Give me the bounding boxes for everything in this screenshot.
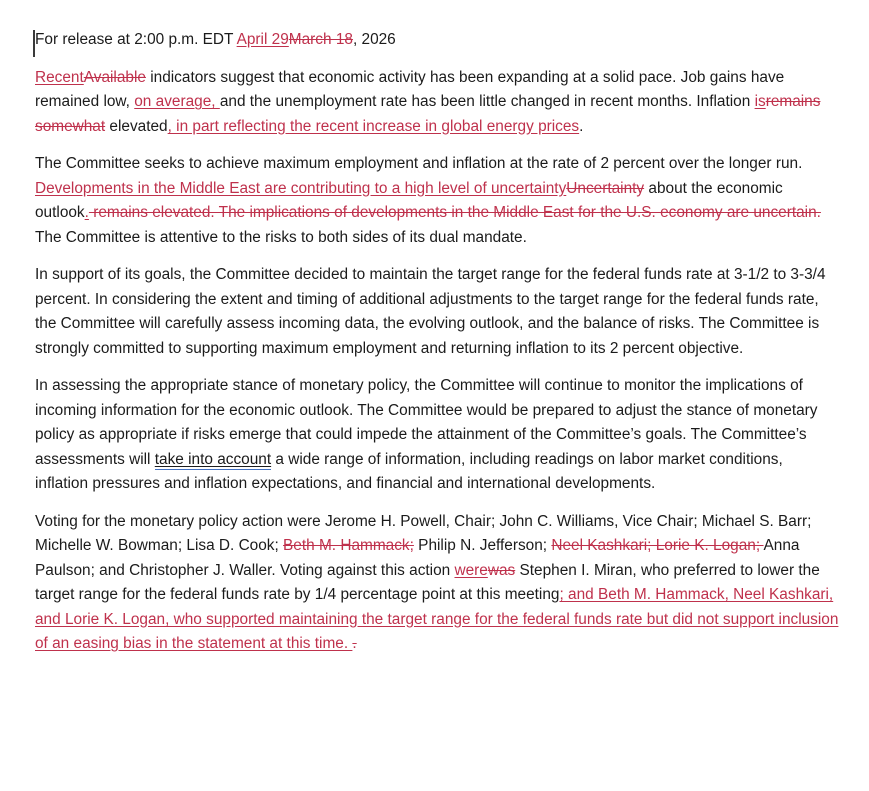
text-run: about the economic outlook: [35, 179, 783, 221]
text-run: Philip N. Jefferson;: [413, 537, 552, 554]
text-run: Stephen I. Miran, who preferred to lower the target range for the federal funds rate by 1/4 percentage point at this meeting: [35, 561, 820, 603]
deleted-text: was: [487, 561, 516, 579]
text-cursor: [33, 30, 35, 57]
deleted-text: Available: [83, 68, 146, 86]
paragraph-goals-uncertainty[interactable]: [35, 152, 839, 250]
text-run: , 2026: [352, 31, 396, 48]
deleted-text: .: [352, 635, 357, 652]
text-run: For release at 2:00 p.m. EDT: [35, 31, 237, 48]
paragraph-voting[interactable]: [35, 510, 839, 657]
text-run: The Committee seeks to achieve maximum employment and inflation at the rate of 2 percent over the longer run.: [35, 155, 803, 172]
text-run: elevated: [105, 117, 168, 135]
paragraph-policy-decision[interactable]: [35, 263, 839, 361]
text-run: In support of its goals, the Committee decided to maintain the target range for the federal funds rate at 3-1/2 to 3-3/4 percent. In considering the extent and timing of additional adjustments to the target range for the federal funds rate, the Committee will carefully assess incoming data, the evolving outlook, and the balance of risks. The Committee is strongly committed to supporting maximum employment and returning inflation to its 2 percent objective.: [35, 266, 826, 357]
document-body[interactable]: [35, 28, 839, 657]
format-changed-text: take into account: [154, 450, 272, 468]
text-run: In assessing the appropriate stance of monetary policy, the Committee will continue to monitor the implications of incoming information for the economic outlook. The Committee would be prepared to adjust the stance of monetary policy as appropriate if risks emerge that could impede the attainment of the Committee’s goals. The Committee’s assessments will: [35, 377, 818, 468]
deleted-text: remains somewhat: [35, 93, 821, 135]
text-run: .: [579, 117, 584, 135]
text-run: The Committee is attentive to the risks to both sides of its dual mandate.: [35, 228, 527, 246]
deleted-text: Beth M. Hammack;: [283, 537, 414, 554]
paragraph-economic-activity[interactable]: [35, 66, 839, 140]
text-run: Anna Paulson; and Christopher J. Waller. Voting against this action: [35, 537, 800, 579]
deleted-text: Neel Kashkari; Lorie K. Logan;: [551, 537, 764, 554]
deleted-text: remains elevated. The implications of developments in the Middle East for the U.S. economy are uncertain.: [88, 204, 821, 221]
inserted-text: were: [454, 561, 488, 579]
inserted-text: , in part reflecting the recent increase in global energy prices: [167, 117, 580, 135]
inserted-text: April 29: [236, 31, 289, 48]
text-run: Voting for the monetary policy action were Jerome H. Powell, Chair; John C. Williams, Vice Chair; Michael S. Barr; Michelle W. Bowman; Lisa D. Cook;: [35, 512, 812, 554]
inserted-text: Recent: [35, 68, 84, 86]
text-run: a wide range of information, including readings on labor market conditions, inflation pressures and inflation expectations, and financial and international developments.: [35, 450, 783, 492]
release-line[interactable]: [35, 28, 839, 53]
text-run: and the unemployment rate has been little changed in recent months. Inflation: [219, 93, 755, 110]
deleted-text: March 18: [288, 31, 353, 48]
text-run: indicators suggest that economic activity has been expanding at a solid pace. Job gains have remained low,: [35, 68, 785, 110]
inserted-text: on average,: [134, 93, 220, 110]
inserted-text: .: [84, 204, 89, 221]
deleted-text: Uncertainty: [566, 179, 645, 197]
inserted-text: ; and Beth M. Hammack, Neel Kashkari, and Lorie K. Logan, who supported maintaining the target range for the federal funds rate but did not support inclusion of an easing bias in the statement at this time.: [35, 586, 839, 652]
paragraph-policy-stance[interactable]: [35, 374, 839, 497]
inserted-text: Developments in the Middle East are contributing to a high level of uncertainty: [35, 179, 567, 197]
inserted-text: is: [754, 93, 766, 110]
